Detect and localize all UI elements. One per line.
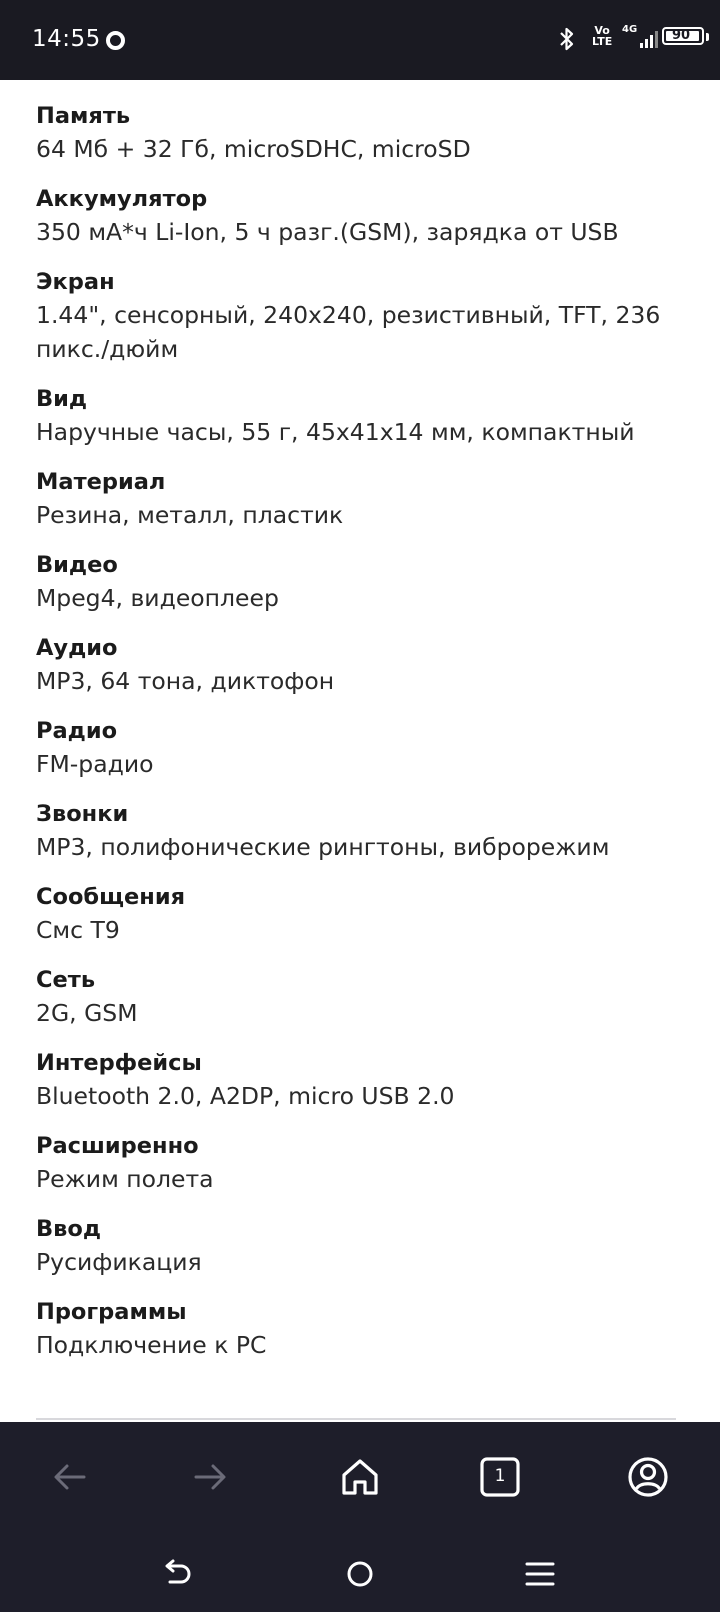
network-type-label: 4G [622, 24, 638, 35]
status-bar [0, 0, 720, 80]
spec-row [36, 549, 686, 615]
spec-value: 350 мА*ч Li-Ion, 5 ч разг.(GSM), зарядка от USB [36, 218, 619, 246]
tabs-button[interactable] [476, 1453, 524, 1501]
system-nav-bar [0, 1532, 720, 1612]
home-icon[interactable] [336, 1453, 384, 1501]
spec-row [36, 1213, 686, 1279]
spec-value: Смс T9 [36, 916, 120, 944]
spec-label: Экран [36, 269, 115, 295]
system-back-icon[interactable] [158, 1554, 198, 1594]
spec-row [36, 266, 686, 366]
system-menu-icon[interactable] [520, 1554, 560, 1594]
battery-tip [706, 33, 709, 41]
spec-row [36, 383, 686, 449]
volte-icon [592, 25, 612, 47]
spec-value: Резина, металл, пластик [36, 501, 344, 529]
back-arrow-icon[interactable] [46, 1453, 94, 1501]
spec-value: Подключение к PC [36, 1331, 267, 1359]
spec-label: Ввод [36, 1216, 102, 1242]
spec-label: Звонки [36, 801, 129, 827]
spec-label: Сеть [36, 967, 96, 993]
bluetooth-icon [558, 27, 576, 51]
spec-value: Bluetooth 2.0, A2DP, micro USB 2.0 [36, 1082, 455, 1110]
spec-label: Программы [36, 1299, 187, 1325]
content-divider [36, 1418, 676, 1420]
spec-label: Аккумулятор [36, 186, 208, 212]
spec-label: Интерфейсы [36, 1050, 202, 1076]
spec-value: 2G, GSM [36, 999, 138, 1027]
spec-row [36, 632, 686, 698]
spec-row [36, 964, 686, 1030]
spec-label: Сообщения [36, 884, 186, 910]
spec-value: MP3, 64 тона, диктофон [36, 667, 335, 695]
recording-indicator-icon [106, 31, 125, 50]
volte-bottom-label: LTE [592, 35, 613, 48]
tab-count: 1 [494, 1466, 506, 1486]
spec-row [36, 1047, 686, 1113]
spec-label: Вид [36, 386, 88, 412]
spec-value: 64 Мб + 32 Гб, microSDHC, microSD [36, 135, 471, 163]
spec-label: Радио [36, 718, 118, 744]
spec-row [36, 715, 686, 781]
spec-value: 1.44", сенсорный, 240x240, резистивный, TFT, 236 пикс./дюйм [36, 301, 661, 363]
status-time: 14:55 [32, 26, 101, 52]
battery-icon [662, 27, 704, 45]
spec-value: Режим полета [36, 1165, 214, 1193]
spec-row [36, 100, 686, 166]
spec-row [36, 1296, 686, 1362]
browser-toolbar [0, 1422, 720, 1532]
spec-value: FM-радио [36, 750, 154, 778]
spec-label: Расширенно [36, 1133, 199, 1159]
spec-row [36, 466, 686, 532]
volte-top-label: Vo [594, 24, 610, 37]
spec-row [36, 183, 686, 249]
spec-row [36, 1130, 686, 1196]
signal-strength-icon [640, 30, 660, 48]
spec-value: MP3, полифонические рингтоны, виброрежим [36, 833, 610, 861]
spec-label: Аудио [36, 635, 118, 661]
forward-arrow-icon[interactable] [186, 1453, 234, 1501]
spec-row [36, 798, 686, 864]
spec-value: Русификация [36, 1248, 202, 1276]
spec-label: Материал [36, 469, 166, 495]
spec-value: Mpeg4, видеоплеер [36, 584, 279, 612]
spec-list [36, 100, 686, 1379]
spec-label: Видео [36, 552, 118, 578]
spec-value: Наручные часы, 55 г, 45x41x14 мм, компактный [36, 418, 635, 446]
system-home-icon[interactable] [340, 1554, 380, 1594]
spec-label: Память [36, 103, 131, 129]
spec-row [36, 881, 686, 947]
account-icon[interactable] [624, 1453, 672, 1501]
battery-level: 90 [671, 28, 691, 43]
